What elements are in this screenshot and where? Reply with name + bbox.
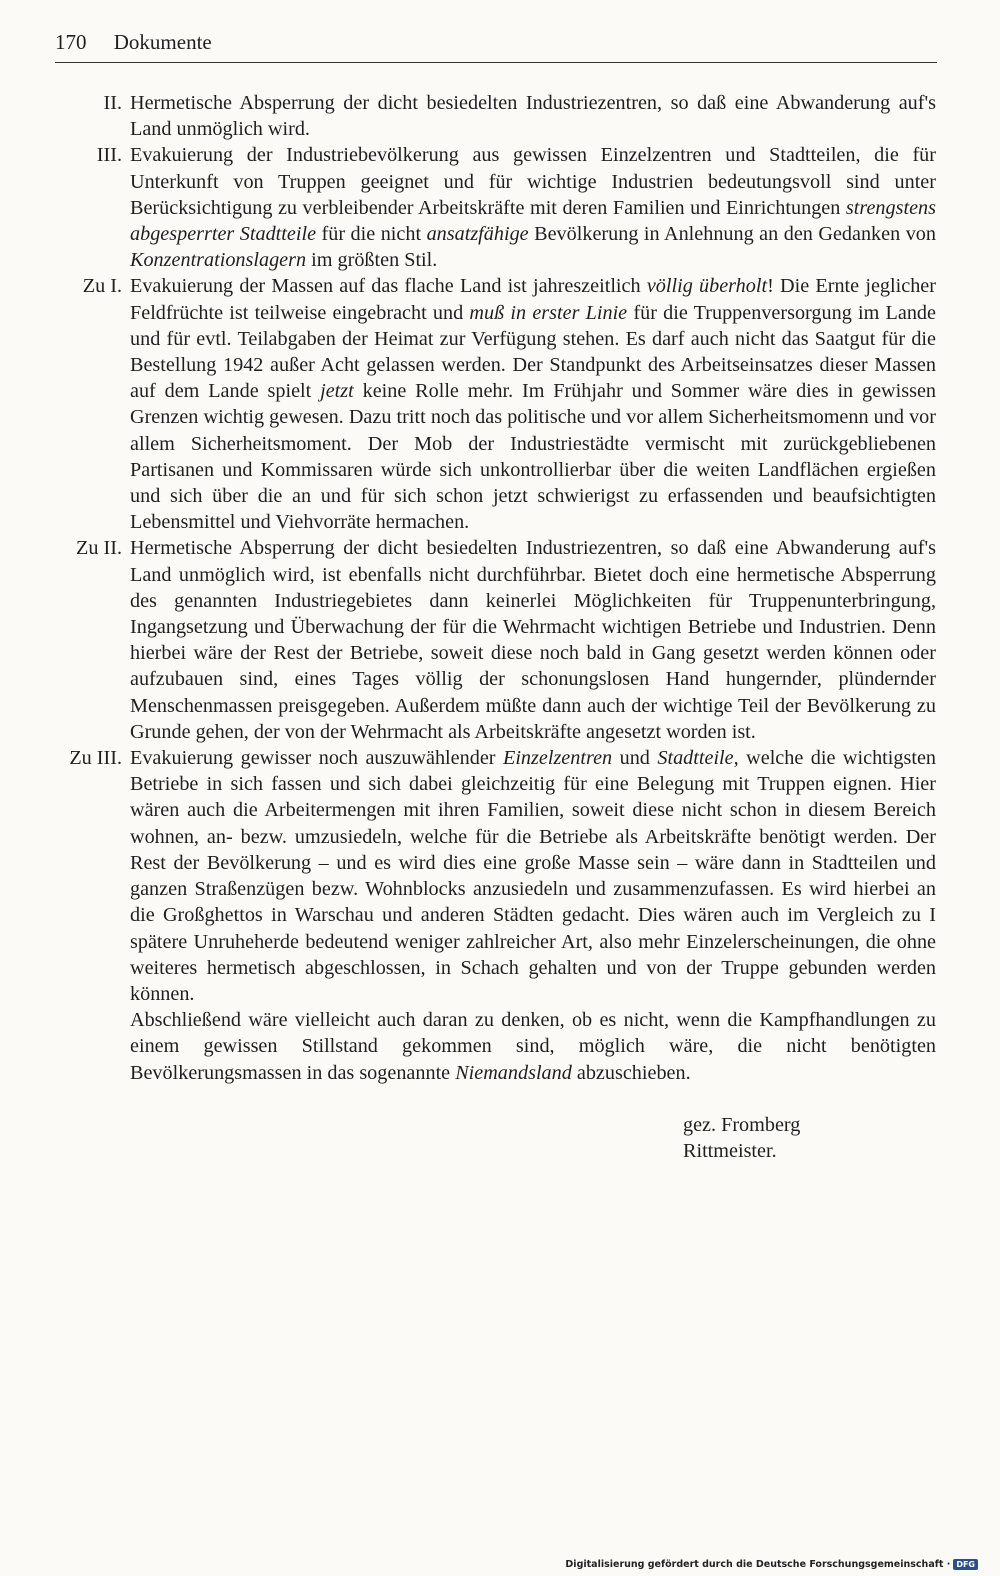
text-run: für die Truppenversorgung im Lande und für evtl. Teilabgaben der Heimat zur Verfügung stehen. Es darf auch nicht das Saatgut für die Bestellung 1942 außer Acht gelassen werden. Der Standpunkt des Arbeitseinsatzes dieser Massen auf dem Lande spielt (130, 301, 936, 403)
text-run: abzuschieben. (571, 1061, 691, 1084)
list-item-text (130, 90, 936, 142)
list-item (0, 90, 1000, 142)
emphasis: strengstens abgesperrter Stadtteile (130, 196, 936, 246)
emphasis: Konzentrationslagern (130, 249, 307, 272)
list-item-text (130, 273, 936, 535)
emphasis: Stadtteile (657, 747, 734, 770)
text-run: ! Die Ernte jeglicher Feldfrüchte ist teilweise eingebracht und (130, 275, 936, 324)
list-item (0, 273, 1000, 535)
emphasis: muß in erster Linie (469, 301, 628, 324)
list-item-text (130, 535, 936, 745)
document-body (0, 90, 1000, 1164)
emphasis: jetzt (320, 380, 354, 403)
list-item-label: Zu I. (82, 275, 122, 298)
text-run: , welche die wichtigsten Betriebe in sich fassen und sich dabei gleichzeitig für eine Belegung mit Truppen eignen. Hier wären auch die Arbeitermengen mit ihren Familien, soweit diese nicht schon in diesem Bereich wohnen, an- bezw. umzusiedeln, welche für die Betriebe als Arbeitskräfte benötigt werden. Der Rest der Bevölkerung – und es wird dies eine große Masse sein – wäre dann in Stadtteilen und ganzen Straßenzügen bezw. Wohnblocks anzusiedeln und zusammenzufassen. Es wird hierbei an die Großghettos in Warschau und anderen Städten gedacht. Dies wären auch im Vergleich zu I spätere Unruheherde bedeutend weniger zahlreicher Art, also mehr Einzelerscheinungen, die ohne weiteres hermetisch abgeschlossen, in Schach gehalten und von der Truppe gebunden werden können. (130, 747, 937, 1005)
emphasis: Einzelzentren (502, 747, 613, 770)
list-item (0, 535, 1000, 745)
list-item (0, 142, 1000, 273)
credit-text: Digitalisierung gefördert durch die Deutsche Forschungsgemeinschaft · (565, 1559, 951, 1570)
closing-paragraph (130, 1007, 936, 1086)
text-run: Abschließend wäre vielleicht auch daran zu denken, ob es nicht, wenn die Kampfhandlungen zu einem gewissen Stillstand gekommen sind, möglich wäre, die nicht benötigten Bevölkerungsmassen in das sogenannte (130, 1009, 936, 1084)
text-run: für die nicht (316, 223, 427, 246)
text-run: Evakuierung der Industriebevölkerung aus gewissen Einzelzentren und Stadtteilen, die für Unterkunft von Truppen geeignet und für wichtige Industrien bedeutungsvoll sind unter Berücksichtigung zu verbleibender Arbeitskräfte mit deren Familien und Einrichtungen (130, 144, 936, 219)
list-item-text (130, 142, 936, 273)
text-run: Bevölkerung in Anlehnung an den Gedanken von (528, 223, 936, 246)
text-run: Hermetische Absperrung der dicht besiedelten Industriezentren, so daß eine Abwanderung auf's Land unmöglich wird, ist ebenfalls nicht durchführbar. Bietet doch eine hermetische Absperrung des genannten Industriegebietes dann keinerlei Möglichkeiten für Truppenunterbringung, Ingangsetzung und Überwachung der für die Wehrmacht wichtigen Betriebe und Industrien. Denn hierbei wäre der Rest der Betriebe, soweit diese noch bald in Gang gesetzt werden können oder aufzubauen sind, eines Tages völlig der schonungslosen Hand hungernder, plündernder Menschenmassen preisgegeben. Außerdem müßte dann auch der wichtige Teil der Bevölkerung zu Grunde gehen, der von der Wehrmacht als Arbeitskräfte angesetzt worden ist. (130, 537, 936, 743)
list-item-label: Zu III. (69, 747, 122, 770)
text-run: Evakuierung der Massen auf das flache Land ist jahreszeitlich (130, 275, 647, 298)
list-item-label: II. (103, 92, 122, 114)
text-run: Hermetische Absperrung der dicht besiedelten Industriezentren, so daß eine Abwanderung auf's Land unmöglich wird. (130, 92, 936, 141)
digitization-credit (565, 1559, 978, 1570)
text-run: keine Rolle mehr. Im Frühjahr und Sommer wäre dies in gewissen Grenzen wichtig gewesen. Dazu tritt noch das politische und vor allem Sicherheitsmomenn und vor allem Sicherheitsmoment. Der Mob der Industriestädte vermischt mit zurückgebliebenen Partisanen und Kommissaren würde sich unkontrollierbar über die weiten Landflächen ergießen und sich über die an und für sich schon jetzt schwierigst zu erfassenden und beaufsichtigten Lebensmittel und Viehvorräte hermachen. (130, 380, 936, 534)
list-item-label: III. (96, 144, 122, 167)
page-number: 170 (55, 30, 87, 54)
emphasis: Niemandsland (455, 1061, 572, 1084)
signature-block (683, 1112, 1000, 1164)
emphasis: völlig überholt (646, 275, 768, 298)
list-item-text (130, 745, 936, 1007)
signature-name: gez. Fromberg (683, 1113, 801, 1136)
text-run: Evakuierung gewisser noch auszuwählender (130, 747, 503, 770)
list-item-label: Zu II. (76, 537, 122, 560)
running-title: Dokumente (113, 30, 212, 54)
text-run: im größten Stil. (306, 249, 438, 272)
text-run: und (612, 747, 658, 770)
list-item (0, 745, 1000, 1007)
emphasis: ansatzfähige (426, 223, 529, 246)
dfg-logo-icon: DFG (953, 1559, 978, 1570)
page-header (55, 28, 937, 63)
signature-rank: Rittmeister. (683, 1139, 777, 1162)
